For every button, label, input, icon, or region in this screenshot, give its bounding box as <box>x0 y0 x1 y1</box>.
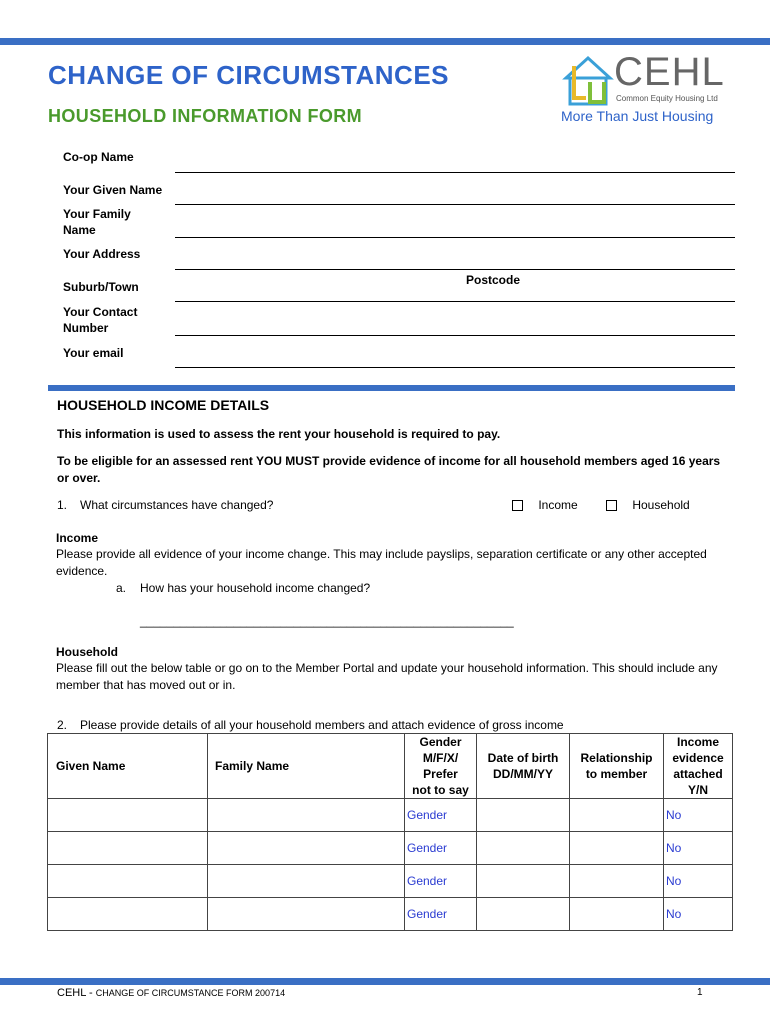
table-row <box>48 898 733 931</box>
table-header-row <box>48 734 733 799</box>
family-name-cell[interactable] <box>208 832 405 865</box>
evidence-select[interactable]: No <box>664 898 733 931</box>
postcode-label: Postcode <box>466 273 521 287</box>
page-number: 1 <box>697 987 703 998</box>
form-subtitle: HOUSEHOLD INFORMATION FORM <box>48 106 363 126</box>
family-name-cell[interactable] <box>208 898 405 931</box>
contact-number-input[interactable] <box>175 335 735 336</box>
qa-text: How has your household income changed? <box>140 581 371 595</box>
header-family-name: Family Name <box>208 734 405 799</box>
header-relationship: Relationship to member <box>570 734 664 799</box>
section-divider <box>48 385 735 391</box>
top-bar <box>0 38 770 45</box>
cehl-logo <box>560 50 740 128</box>
gender-select[interactable]: Gender <box>405 799 477 832</box>
suburb-input[interactable] <box>175 301 459 302</box>
family-name-label: Your Family Name <box>63 207 131 237</box>
logo-wordmark: CEHL <box>614 50 725 94</box>
q2-number: 2. <box>57 718 68 732</box>
table-row <box>48 865 733 898</box>
evidence-select[interactable]: No <box>664 799 733 832</box>
address-label: Your Address <box>63 247 141 261</box>
logo-slogan: More Than Just Housing <box>561 108 714 124</box>
gender-select[interactable]: Gender <box>405 865 477 898</box>
household-members-table <box>47 733 733 931</box>
evidence-select[interactable]: No <box>664 832 733 865</box>
header-gender: Gender M/F/X/ Prefer not to say <box>405 734 477 799</box>
relationship-cell[interactable] <box>570 865 664 898</box>
household-option[interactable] <box>606 497 690 514</box>
footer-label: CEHL - CHANGE OF CIRCUMSTANCE FORM 200714 <box>57 987 286 999</box>
dob-cell[interactable] <box>477 898 570 931</box>
income-section-heading: HOUSEHOLD INCOME DETAILS <box>57 397 270 413</box>
postcode-input[interactable] <box>459 301 735 302</box>
dob-cell[interactable] <box>477 799 570 832</box>
header-income-evidence: Income evidence attached Y/N <box>664 734 733 799</box>
income-instructions: Please provide all evidence of your income change. This may include payslips, separation certificate or any other accepted evidence. <box>56 547 707 578</box>
coop-label: Co-op Name <box>63 150 134 164</box>
evidence-select[interactable]: No <box>664 865 733 898</box>
form-title: CHANGE OF CIRCUMSTANCES <box>48 60 450 90</box>
income-change-answer-line[interactable]: ________________________________________________________ <box>140 614 514 628</box>
email-input[interactable] <box>175 367 735 368</box>
income-option-label: Income <box>538 498 578 512</box>
given-name-cell[interactable] <box>48 865 208 898</box>
family-name-cell[interactable] <box>208 799 405 832</box>
given-name-cell[interactable] <box>48 799 208 832</box>
dob-cell[interactable] <box>477 865 570 898</box>
income-subheading: Income <box>56 531 99 545</box>
contact-number-label: Your Contact Number <box>63 305 138 335</box>
suburb-label: Suburb/Town <box>63 280 139 294</box>
gender-select[interactable]: Gender <box>405 898 477 931</box>
address-input[interactable] <box>175 269 735 270</box>
logo-tagline: Common Equity Housing Ltd <box>616 94 718 103</box>
dob-cell[interactable] <box>477 832 570 865</box>
household-instructions: Please fill out the below table or go on to the Member Portal and update your household information. This should include any member that has moved out or in. <box>56 661 718 692</box>
given-name-label: Your Given Name <box>63 183 163 197</box>
household-option-label: Household <box>632 498 690 512</box>
relationship-cell[interactable] <box>570 898 664 931</box>
q2-text: Please provide details of all your household members and attach evidence of gross income <box>80 718 564 732</box>
gender-select[interactable]: Gender <box>405 832 477 865</box>
given-name-input[interactable] <box>175 204 735 205</box>
income-checkbox[interactable] <box>512 500 523 511</box>
header-dob: Date of birth DD/MM/YY <box>477 734 570 799</box>
house-logo-icon <box>560 54 616 106</box>
relationship-cell[interactable] <box>570 832 664 865</box>
q1-number: 1. <box>57 498 68 512</box>
coop-input[interactable] <box>175 172 735 173</box>
given-name-cell[interactable] <box>48 898 208 931</box>
table-row <box>48 832 733 865</box>
household-subheading: Household <box>56 645 118 659</box>
header-given-name: Given Name <box>48 734 208 799</box>
relationship-cell[interactable] <box>570 799 664 832</box>
income-option[interactable] <box>512 497 578 514</box>
eligibility-note: To be eligible for an assessed rent YOU MUST provide evidence of income for all household members aged 16 years or over. <box>57 454 721 485</box>
email-label: Your email <box>63 346 124 360</box>
household-checkbox[interactable] <box>606 500 617 511</box>
income-intro: This information is used to assess the rent your household is required to pay. <box>57 427 501 441</box>
given-name-cell[interactable] <box>48 832 208 865</box>
table-row <box>48 799 733 832</box>
qa-number: a. <box>116 581 127 595</box>
family-name-cell[interactable] <box>208 865 405 898</box>
bottom-bar <box>0 978 770 985</box>
q1-text: What circumstances have changed? <box>80 498 274 512</box>
family-name-input[interactable] <box>175 237 735 238</box>
